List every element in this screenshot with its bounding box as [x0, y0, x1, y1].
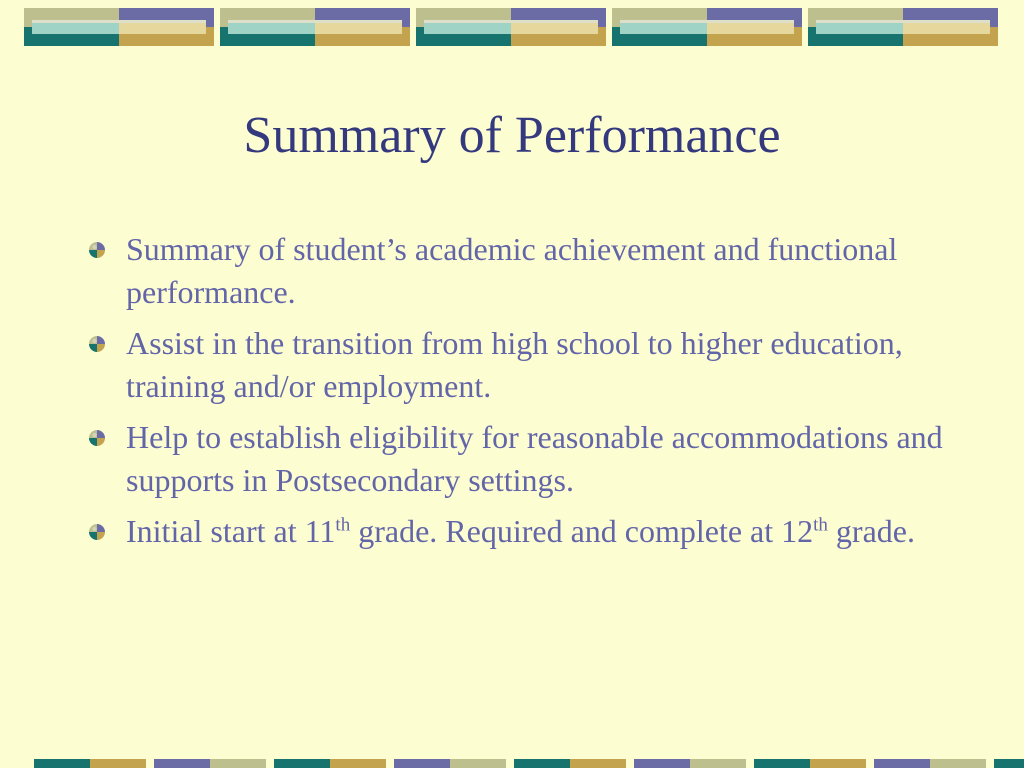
decorative-segment — [570, 759, 626, 768]
decorative-segment — [810, 759, 866, 768]
bullet-item — [88, 510, 968, 553]
decorative-segment — [330, 759, 386, 768]
decorative-segment — [874, 759, 930, 768]
decorative-shape — [32, 20, 206, 23]
decorative-segment — [34, 759, 90, 768]
decorative-shape — [620, 20, 794, 23]
decorative-segment — [394, 759, 450, 768]
decorative-block — [220, 8, 410, 46]
bullet-item — [88, 228, 968, 314]
decorative-block — [808, 8, 998, 46]
bottom-decorative-band — [0, 759, 1024, 768]
decorative-segment — [754, 759, 810, 768]
quartered-sphere-bullet-icon — [88, 429, 106, 447]
quartered-sphere-bullet-icon — [88, 335, 106, 353]
bullet-text: Summary of student’s academic achievement and functional performance. — [126, 231, 898, 310]
ordinal-suffix: th — [813, 514, 828, 536]
bullet-text: Assist in the transition from high school to higher education, training and/or employment. — [126, 325, 903, 404]
bullet-text: Help to establish eligibility for reasonable accommodations and supports in Postsecondary settings. — [126, 419, 943, 498]
decorative-segment — [210, 759, 266, 768]
decorative-segment — [450, 759, 506, 768]
slide-title: Summary of Performance — [243, 107, 781, 164]
decorative-segment — [930, 759, 986, 768]
decorative-block — [416, 8, 606, 46]
bullet-text-part: grade. Required and complete at 12 — [350, 513, 814, 549]
quartered-sphere-bullet-icon — [88, 523, 106, 541]
decorative-segment — [274, 759, 330, 768]
decorative-block — [24, 8, 214, 46]
bullet-text — [126, 513, 915, 549]
decorative-segment — [90, 759, 146, 768]
bullet-text-part: Initial start at 11 — [126, 513, 336, 549]
bullet-list — [88, 228, 968, 561]
quartered-sphere-bullet-icon — [88, 241, 106, 259]
bullet-item — [88, 322, 968, 408]
decorative-block — [612, 8, 802, 46]
decorative-segment — [634, 759, 690, 768]
decorative-shape — [228, 20, 402, 23]
ordinal-suffix: th — [335, 514, 351, 536]
decorative-shape — [424, 20, 598, 23]
decorative-segment — [690, 759, 746, 768]
decorative-segment — [514, 759, 570, 768]
decorative-segment — [154, 759, 210, 768]
top-decorative-band — [0, 0, 1024, 60]
bullet-text-part: grade. — [827, 513, 915, 549]
decorative-shape — [816, 20, 990, 23]
decorative-segment — [994, 759, 1024, 768]
bullet-item — [88, 416, 968, 502]
